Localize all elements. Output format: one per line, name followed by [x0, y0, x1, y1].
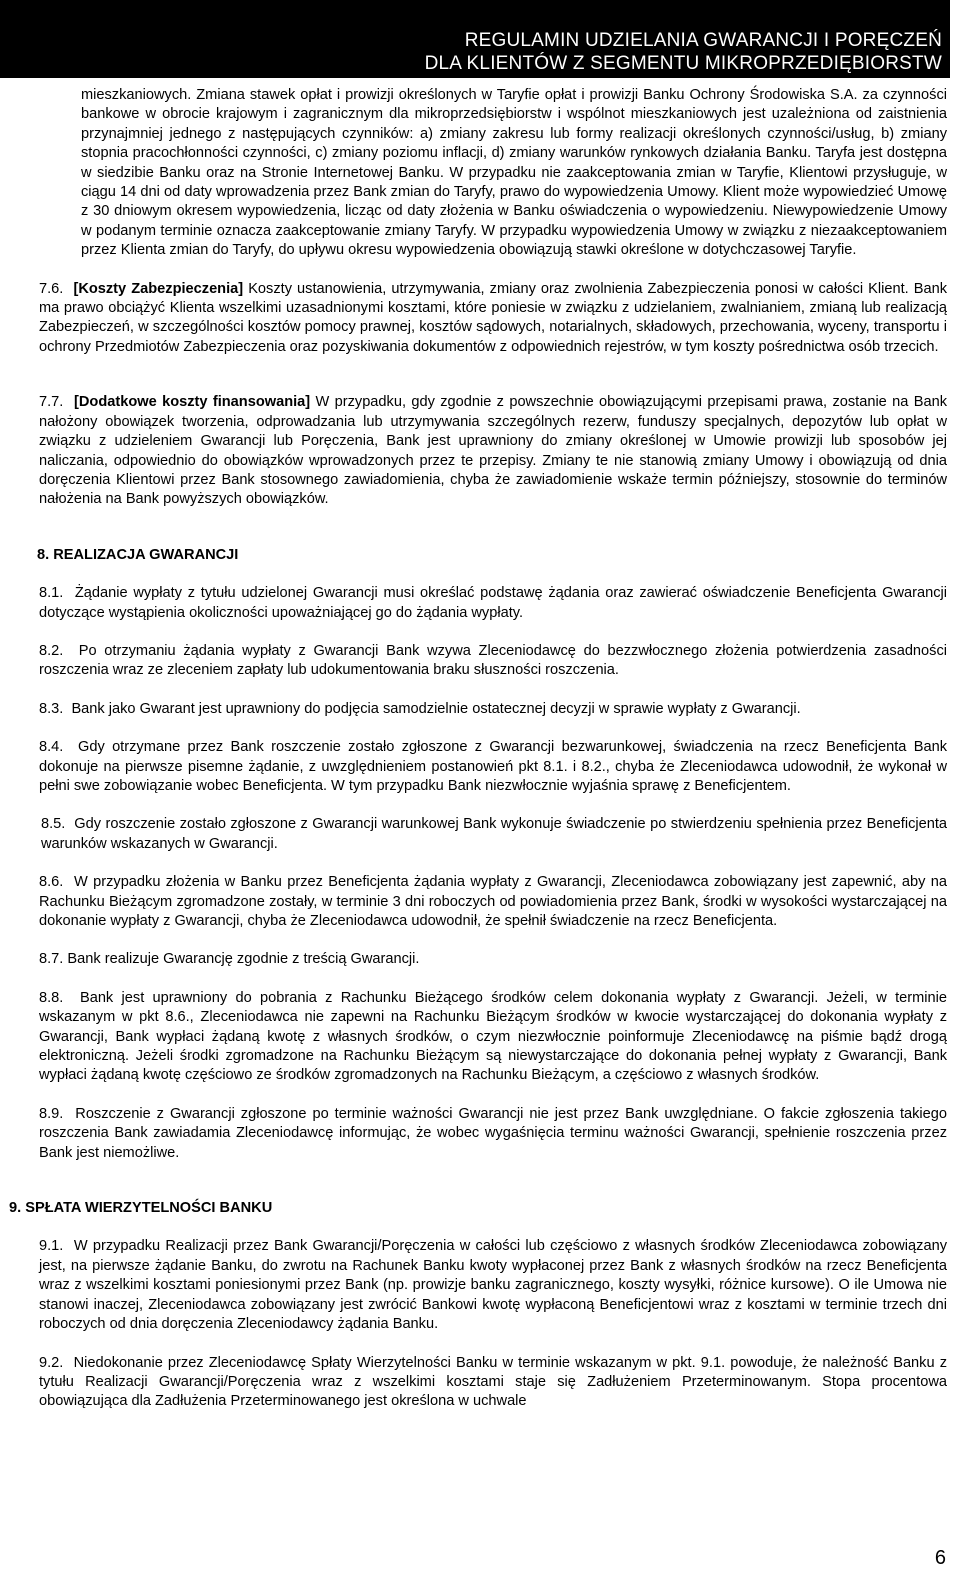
item-number: 8.5. [41, 816, 66, 833]
document-body [9, 86, 948, 1412]
item-number: 8.6. [39, 874, 64, 891]
header-title-line1: REGULAMIN UDZIELANIA GWARANCJI I PORĘCZEŃ [464, 30, 942, 51]
item-number: 8.8. [39, 989, 64, 1006]
item-text: W przypadku Realizacji przez Bank Gwarancji/Poręczenia w całości lub częściowo z własnych środków Zleceniodawca zobowiązany jest, na pierwsze żądanie Banku, do zwrotu na Rachunek Banku kwoty wypłaconej przez Bank z własnych środków na rzecz Beneficjenta wraz z wszelkimi kosztami poniesionymi przez Bank (np. prowizje banku zagranicznego, koszty wysyłki, różnice kursowe). O ile Umowa nie stanowi inaczej, Zleceniodawca zobowiązany jest zwrócić Bankowi kwotę wypłaconą Beneficjentowi wraz z kosztami w terminie trzech dni roboczych od dnia doręczenia Zleceniodawcy żądania Banku. [39, 1238, 947, 1333]
document-header [0, 0, 950, 78]
item-9-1 [39, 1237, 947, 1334]
item-text: Niedokonanie przez Zleceniodawcę Spłaty Wierzytelności Banku w terminie wskazanym w pkt. 9.1. powoduje, że należność Banku z tytułu Realizacji Gwarancji/Poręczenia wraz z wszelkimi kosztami staje się Zadłużeniem Przeterminowanym. Stopa procentowa obowiązująca dla Zadłużenia Przeterminowanego jest określona w uchwale [39, 1354, 947, 1410]
item-number: 8.3. [39, 700, 64, 717]
item-text: Po otrzymaniu żądania wypłaty z Gwarancji Bank wzywa Zleceniodawcę do bezzwłocznego złożenia potwierdzenia zasadności roszczenia wraz ze zleceniem zapłaty lub udokumentowania braku słuszności roszczenia. [39, 642, 948, 679]
item-text: Bank jako Gwarant jest uprawniony do podjęcia samodzielnie ostatecznej decyzji w sprawie wypłaty z Gwarancji. [71, 700, 801, 717]
paragraph-text: Koszty ustanowienia, utrzymywania, zmiany oraz zwolnienia Zabezpieczenia ponosi w całości Klient. Bank ma prawo obciążyć Klienta wszelkimi uzasadnionymi kosztami, które poniesie w związku z udzielaniem, zwalnianiem, zmianą lub realizacją Zabezpieczeń, w szczególności kosztów pomocy prawnej, kosztów sądowych, notarialnych, składowych, przechowania, wyceny, transportu i ochrony Przedmiotów Zabezpieczenia oraz pozyskiwania dokumentów z odpowiednich rejestrów, w tym koszty pośrednictwa osób trzecich. [39, 280, 948, 355]
item-number: 8.2. [39, 642, 64, 659]
paragraph-title: [Koszty Zabezpieczenia] [73, 280, 244, 297]
item-text: Żądanie wypłaty z tytułu udzielonej Gwarancji musi określać podstawę żądania oraz zawierać oświadczenie Beneficjenta Gwarancji dotyczące wystąpienia okoliczności upoważniającej go do żądania wypłaty. [39, 585, 948, 621]
item-text: Bank jest uprawniony do pobrania z Rachunku Bieżącego środków celem dokonania wypłaty z Gwarancji. Jeżeli, w terminie wskazanym w pkt 8.6., Zleceniodawca nie zapewni na Rachunku Bieżącym środków w kwocie wystarczającej do dokonania wypłaty z Gwarancji, Bank wypłaci żądaną kwotę z własnych środków, o czym niezwłocznie poinformuje Zleceniodawcę na piśmie bądź drogą elektroniczną. Jeżeli środki zgromadzone na Rachunku Bieżącym są niewystarczające do dokonania pełnej wypłaty z Gwarancji, Bank wypłaci żądaną kwotę częściowo ze środków zgromadzonych na Rachunku Bieżącym, a częściowo z własnych środków. [39, 989, 948, 1084]
item-number: 8.4. [39, 739, 64, 756]
section-9-heading: 9. SPŁATA WIERZYTELNOŚCI BANKU [9, 1200, 273, 1217]
item-9-2 [39, 1354, 947, 1412]
intro-paragraph: mieszkaniowych. Zmiana stawek opłat i prowizji określonych w Taryfie opłat i prowizji Banku Ochrony Środowiska S.A. za czynności bankowe w obrocie krajowym i zagranicznym dla mikroprzedsiębiorstw i wspólnot mieszkaniowych jest uzależniona od zaistnienia przynajmniej jednego z następujących czynników: a) zmiany zakresu lub formy realizacji określonych czynności/usług, b) zmiany stopnia pracochłonności czynności, c) zmiany poziomu inflacji, d) zmiany warunków rynkowych działania Banku. Taryfa jest dostępna w siedzibie Banku oraz na Stronie Internetowej Banku. W przypadku nie zaakceptowania zmian w Taryfie, Klientowi przysługuje, w ciągu 14 dni od daty wprowadzenia przez Bank zmian do Taryfy, prawo do wypowiedzenia Umowy. Klient może wypowiedzieć Umowę z 30 dniowym okresem wypowiedzenia, licząc od daty złożenia w Banku oświadczenia o wypowiedzeniu. Niewypowiedzenie Umowy w podanym terminie oznacza zaakceptowanie zmiany Taryfy. W przypadku wypowiedzenia Umowy w związku z niezaakceptowaniem przez Klienta zmian do Taryfy, do upływu okresu wypowiedzenia obowiązują stawki określone w dotychczasowej Taryfie. [81, 87, 947, 259]
paragraph-text: W przypadku, gdy zgodnie z powszechnie obowiązującymi przepisami prawa, zostanie na Bank nałożony obowiązek tworzenia, odprowadzania lub utrzymywania szczególnych rezerw, funduszy specjalnych, depozytów lub opłat w związku z udzieleniem Gwarancji lub Poręczenia, Bank jest uprawniony do zmiany określonej w Umowie prowizji lub sposobów jej naliczania, odpowiednio do obowiązków wprowadzonych przez te przepisy. Zmiany te nie stanowią zmiany Umowy i obowiązują od dnia doręczenia Klientowi przez Bank stosownego zawiadomienia, chyba że zawiadomienie wskaże termin późniejszy, stosownie do terminów nałożenia na Bank powyższych obowiązków. [39, 394, 947, 508]
item-number: 9.2. [39, 1354, 64, 1371]
paragraph-7-7 [39, 393, 947, 509]
item-8-3 [39, 700, 947, 719]
item-8-6 [39, 873, 947, 931]
item-text: Bank realizuje Gwarancję zgodnie z treścią Gwarancji. [67, 951, 420, 968]
section-8-heading: 8. REALIZACJA GWARANCJI [37, 546, 239, 563]
item-text: Roszczenie z Gwarancji zgłoszone po terminie ważności Gwarancji nie jest przez Bank uwzględniane. O fakcie zgłoszenia takiego roszczenia Bank zawiadamia Zleceniodawcę informując, że wobec wygaśnięcia terminu ważności Gwarancji, spełnienie roszczenia przez Bank jest niemożliwe. [39, 1105, 948, 1161]
item-8-2 [39, 642, 947, 681]
item-8-1 [39, 584, 947, 623]
item-number: 8.9. [39, 1105, 64, 1122]
paragraph-title: [Dodatkowe koszty finansowania] [74, 394, 311, 411]
item-number: 8.7. [39, 951, 64, 968]
item-text: W przypadku złożenia w Banku przez Beneficjenta żądania wypłaty z Gwarancji, Zleceniodawca zobowiązany jest zapewnić, aby na Rachunku Bieżącym zgromadzone zostały, w terminie 3 dni roboczych od powiadomienia przez Bank, środki w wysokości wystarczającej na dokonanie wypłaty z Gwarancji, chyba że Zleceniodawca udowodnił, że spełnił świadczenie na rzecz Beneficjenta. [39, 874, 947, 929]
item-8-5 [41, 815, 947, 854]
header-title-line2: DLA KLIENTÓW Z SEGMENTU MIKROPRZEDIĘBIORSTW [424, 53, 942, 74]
item-text: Gdy roszczenie zostało zgłoszone z Gwarancji warunkowej Bank wykonuje świadczenie po stwierdzeniu spełnienia przez Beneficjenta warunków wskazanych w Gwarancji. [41, 816, 948, 852]
page-number: 6 [934, 1547, 946, 1569]
paragraph-number: 7.6. [39, 280, 64, 297]
item-8-7 [39, 950, 947, 969]
paragraph-number: 7.7. [39, 394, 64, 411]
item-8-4 [39, 738, 947, 796]
item-text: Gdy otrzymane przez Bank roszczenie zostało zgłoszone z Gwarancji bezwarunkowej, świadczenia na rzecz Beneficjenta Bank dokonuje na pierwsze pisemne żądanie, z uwzględnieniem postanowień pkt 8.1. i 8.2., chyba że Zleceniodawca udowodnił, że wykonał w pełni swe zobowiązanie wobec Beneficjenta. W tym przypadku Bank niezwłocznie wyjaśnia sprawę z Beneficjentem. [39, 739, 947, 794]
item-8-9 [39, 1105, 947, 1163]
paragraph-7-6 [39, 280, 947, 358]
item-8-8 [39, 989, 947, 1086]
item-number: 8.1. [39, 585, 64, 602]
item-number: 9.1. [39, 1238, 64, 1255]
